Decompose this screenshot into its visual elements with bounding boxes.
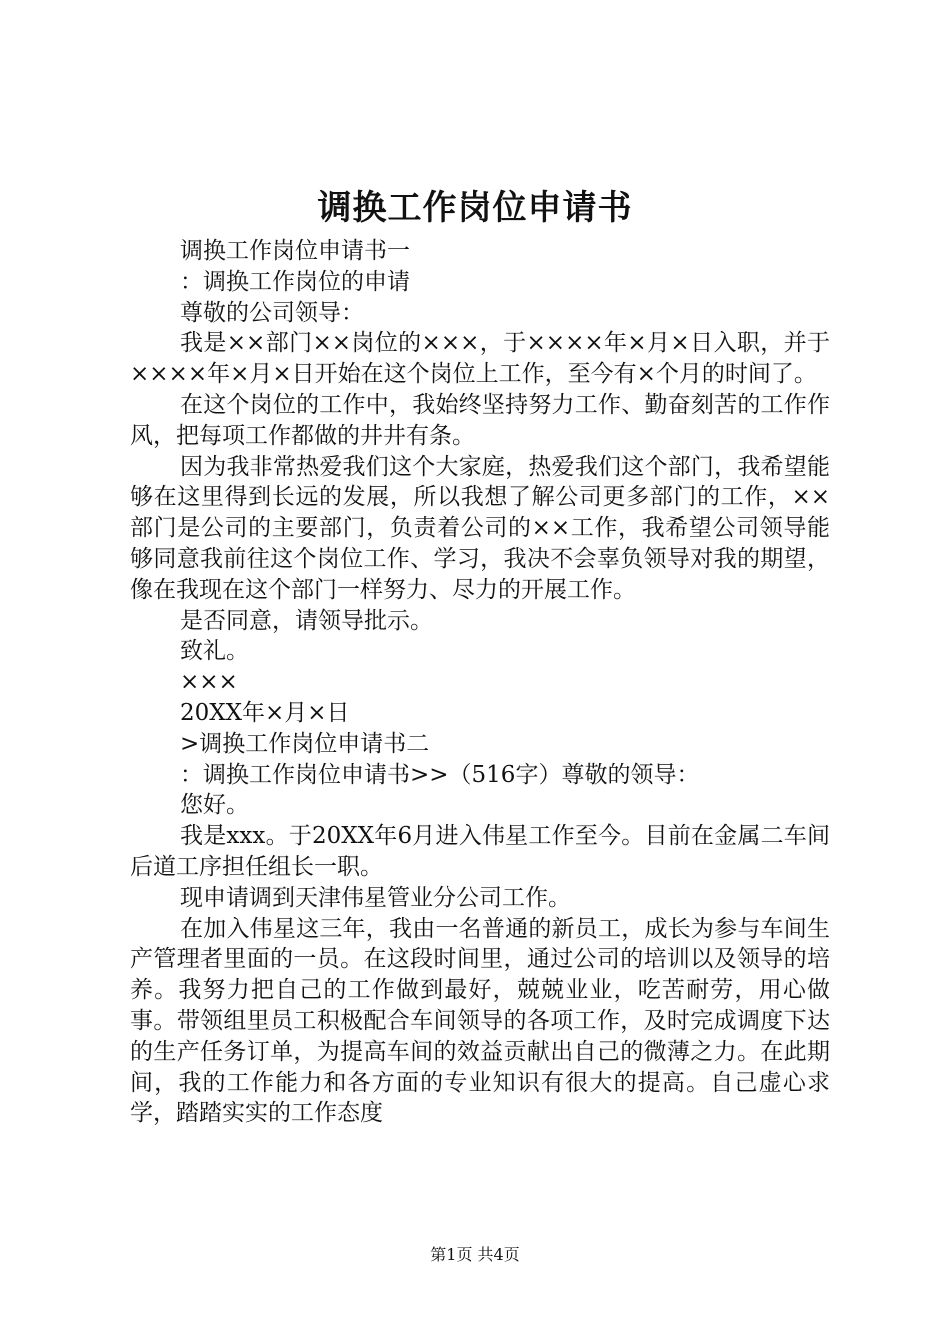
- date-line: 20XX年×月×日: [180, 699, 350, 726]
- signature: ×××: [180, 669, 238, 696]
- paragraph: 尊敬的公司领导：: [180, 299, 364, 326]
- document-body: [130, 236, 830, 1129]
- paragraph: 在加入伟星这三年，我由一名普通的新员工，成长为参与车间生产管理者里面的一员。在这段时间里，通过公司的培训以及领导的培养。我努力把自己的工作做到最好，兢兢业业，吃苦耐劳，用心做事。带领组里员工积极配合车间领导的各项工作，及时完成调度下达的生产任务订单，为提高车间的效益贡献出自己的微薄之力。在此期间，我的工作能力和各方面的专业知识有很大的提高。自己虚心求学，踏踏实实的工作态度: [130, 915, 830, 1127]
- paragraph: ：调换工作岗位申请书>>（516字）尊敬的领导：: [180, 761, 700, 788]
- paragraph: 因为我非常热爱我们这个大家庭，热爱我们这个部门，我希望能够在这里得到长远的发展，所以我想了解公司更多部门的工作，××部门是公司的主要部门，负责着公司的××工作，我希望公司领导能够同意我前往这个岗位工作、学习，我决不会辜负领导对我的期望，像在我现在这个部门一样努力、尽力的开展工作。: [130, 453, 830, 603]
- section-heading: >调换工作岗位申请书二: [180, 730, 430, 757]
- document-title: 调换工作岗位申请书: [317, 188, 633, 228]
- paragraph: 现申请调到天津伟星管业分公司工作。: [180, 884, 571, 911]
- paragraph: ：调换工作岗位的申请: [180, 268, 410, 295]
- paragraph: 调换工作岗位申请书一: [180, 238, 410, 264]
- paragraph: 我是xxx。于20XX年6月进入伟星工作至今。目前在金属二车间后道工序担任组长一职。: [130, 823, 830, 880]
- paragraph: 我是××部门××岗位的×××，于××××年×月×日入职，并于××××年×月×日开始在这个岗位上工作，至今有×个月的时间了。: [130, 330, 830, 388]
- page-footer: 第1页 共4页: [430, 1245, 520, 1264]
- paragraph: 是否同意，请领导批示。: [180, 607, 433, 634]
- paragraph: 您好。: [180, 792, 249, 819]
- paragraph: 在这个岗位的工作中，我始终坚持努力工作、勤奋刻苦的工作作风，把每项工作都做的井井有条。: [130, 391, 830, 449]
- paragraph: 致礼。: [180, 638, 249, 665]
